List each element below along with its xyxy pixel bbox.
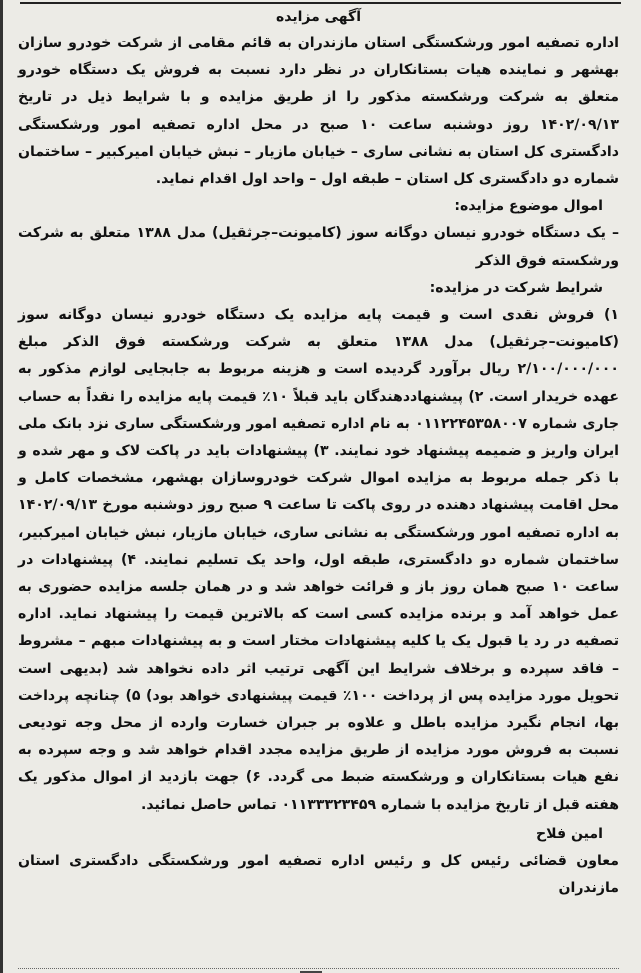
asset-item: – یک دستگاه خودرو نیسان دوگانه سوز (کامیونت–جرثقیل) مدل ۱۳۸۸ متعلق به شرکت ورشکسته فوق الذکر xyxy=(18,225,619,269)
conditions-text: ۱) فروش نقدی است و قیمت پایه مزایده یک دستگاه خودرو نیسان دوگانه سوز (کامیونت–جرثقیل) مدل ۱۳۸۸ متعلق به شرکت ورشکسته فوق الذکر مبلغ ۲/۱۰۰/۰۰۰/۰۰۰ ریال برآورد گردیده است و هزینه مربوط به جابجایی لوازم مذکور به عهده خریدار است. ۲) پیشنهاددهندگان باید قبلاً ۱۰٪ قیمت پایه مزایده را نقداً به حساب جاری شماره ۰۱۱۲۲۴۵۳۵۸۰۰۷ به نام اداره تصفیه امور ورشکستگی ساری نزد بانک ملی ایران واریز و ضمیمه پیشنهاد خود نمایند. ۳) پیشنهادات باید در پاکت لاک و مهر شده و با ذکر جمله مربوط به مزایده اموال شرکت خودروسازان بهشهر، مشخصات کامل و محل اقامت پیشنهاد دهنده در روی پاکت تا ساعت ۹ صبح روز دوشنبه مورخ ۱۴۰۲/۰۹/۱۳ به اداره تصفیه امور ورشکستگی به نشانی ساری، خیابان مازیار، نبش خیابان امیرکبیر، ساختمان شماره دو دادگستری، طبقه اول، واحد یک تسلیم نمایند. ۴) پیشنهادات در ساعت ۱۰ صبح همان روز باز و قرائت خواهد شد و در همان جلسه مزایده حضوری به عمل خواهد آمد و برنده مزایده کسی است که بالاترین قیمت را پیشنهاد نماید. اداره تصفیه در رد یا قبول یک یا کلیه پیشنهادات مختار است و به پیشنهادات مبهم – مشروط – فاقد سپرده و برخلاف شرایط این آگهی ترتیب اثر داده نخواهد شد (بدیهی است تحویل مورد مزایده پس از پرداخت ۱۰۰٪ قیمت پیشنهادی خواهد بود) ۵) چنانچه پرداخت بها، انجام نگیرد مزایده باطل و علاوه بر جبران خسارت وارده از محل وجه تودیعی نسبت به فروش مورد مزایده از طریق مزایده مجدد اقدام خواهد شد و وجه سپرده به نفع هیات بستانکاران و ورشکسته ضبط می گردد. ۶) جهت بازدید از اموال مذکور یک هفته قبل از تاریخ مزایده با شماره ۰۱۱۳۳۳۲۳۴۵۹ تماس حاصل نمائید. xyxy=(18,307,620,813)
bottom-divider xyxy=(18,968,619,969)
notice-title: آگهی مزایده xyxy=(275,9,361,25)
signer-title: معاون قضائی رئیس کل و رئیس اداره تصفیه امور ورشکستگی دادگستری استان مازندران xyxy=(18,853,619,897)
conditions-heading: شرایط شرکت در مزایده: xyxy=(429,279,603,296)
notice-intro: اداره تصفیه امور ورشکستگی استان مازندران به قائم مقامی از شرکت خودرو سازان بهشهر و نماینده هیات بستانکاران در نظر دارد نسبت به فروش یک دستگاه خودرو متعلق به شرکت ورشکسته مذکور را از طریق مزایده و با شرایط ذیل در تاریخ ۱۴۰۲/۰۹/۱۳ روز دوشنبه ساعت ۱۰ صبح در محل اداره تصفیه امور ورشکستگی دادگستری کل استان به نشانی ساری – خیابان مازیار – نبش خیابان امیرکبیر – ساختمان شماره دو دادگستری کل استان – طبقه اول – واحد اول اقدام نماید. xyxy=(18,35,619,188)
signer-name: امین فلاح xyxy=(536,825,603,842)
page-top-border xyxy=(20,2,621,4)
assets-heading: اموال موضوع مزایده: xyxy=(454,198,603,215)
page-left-border xyxy=(0,0,3,973)
